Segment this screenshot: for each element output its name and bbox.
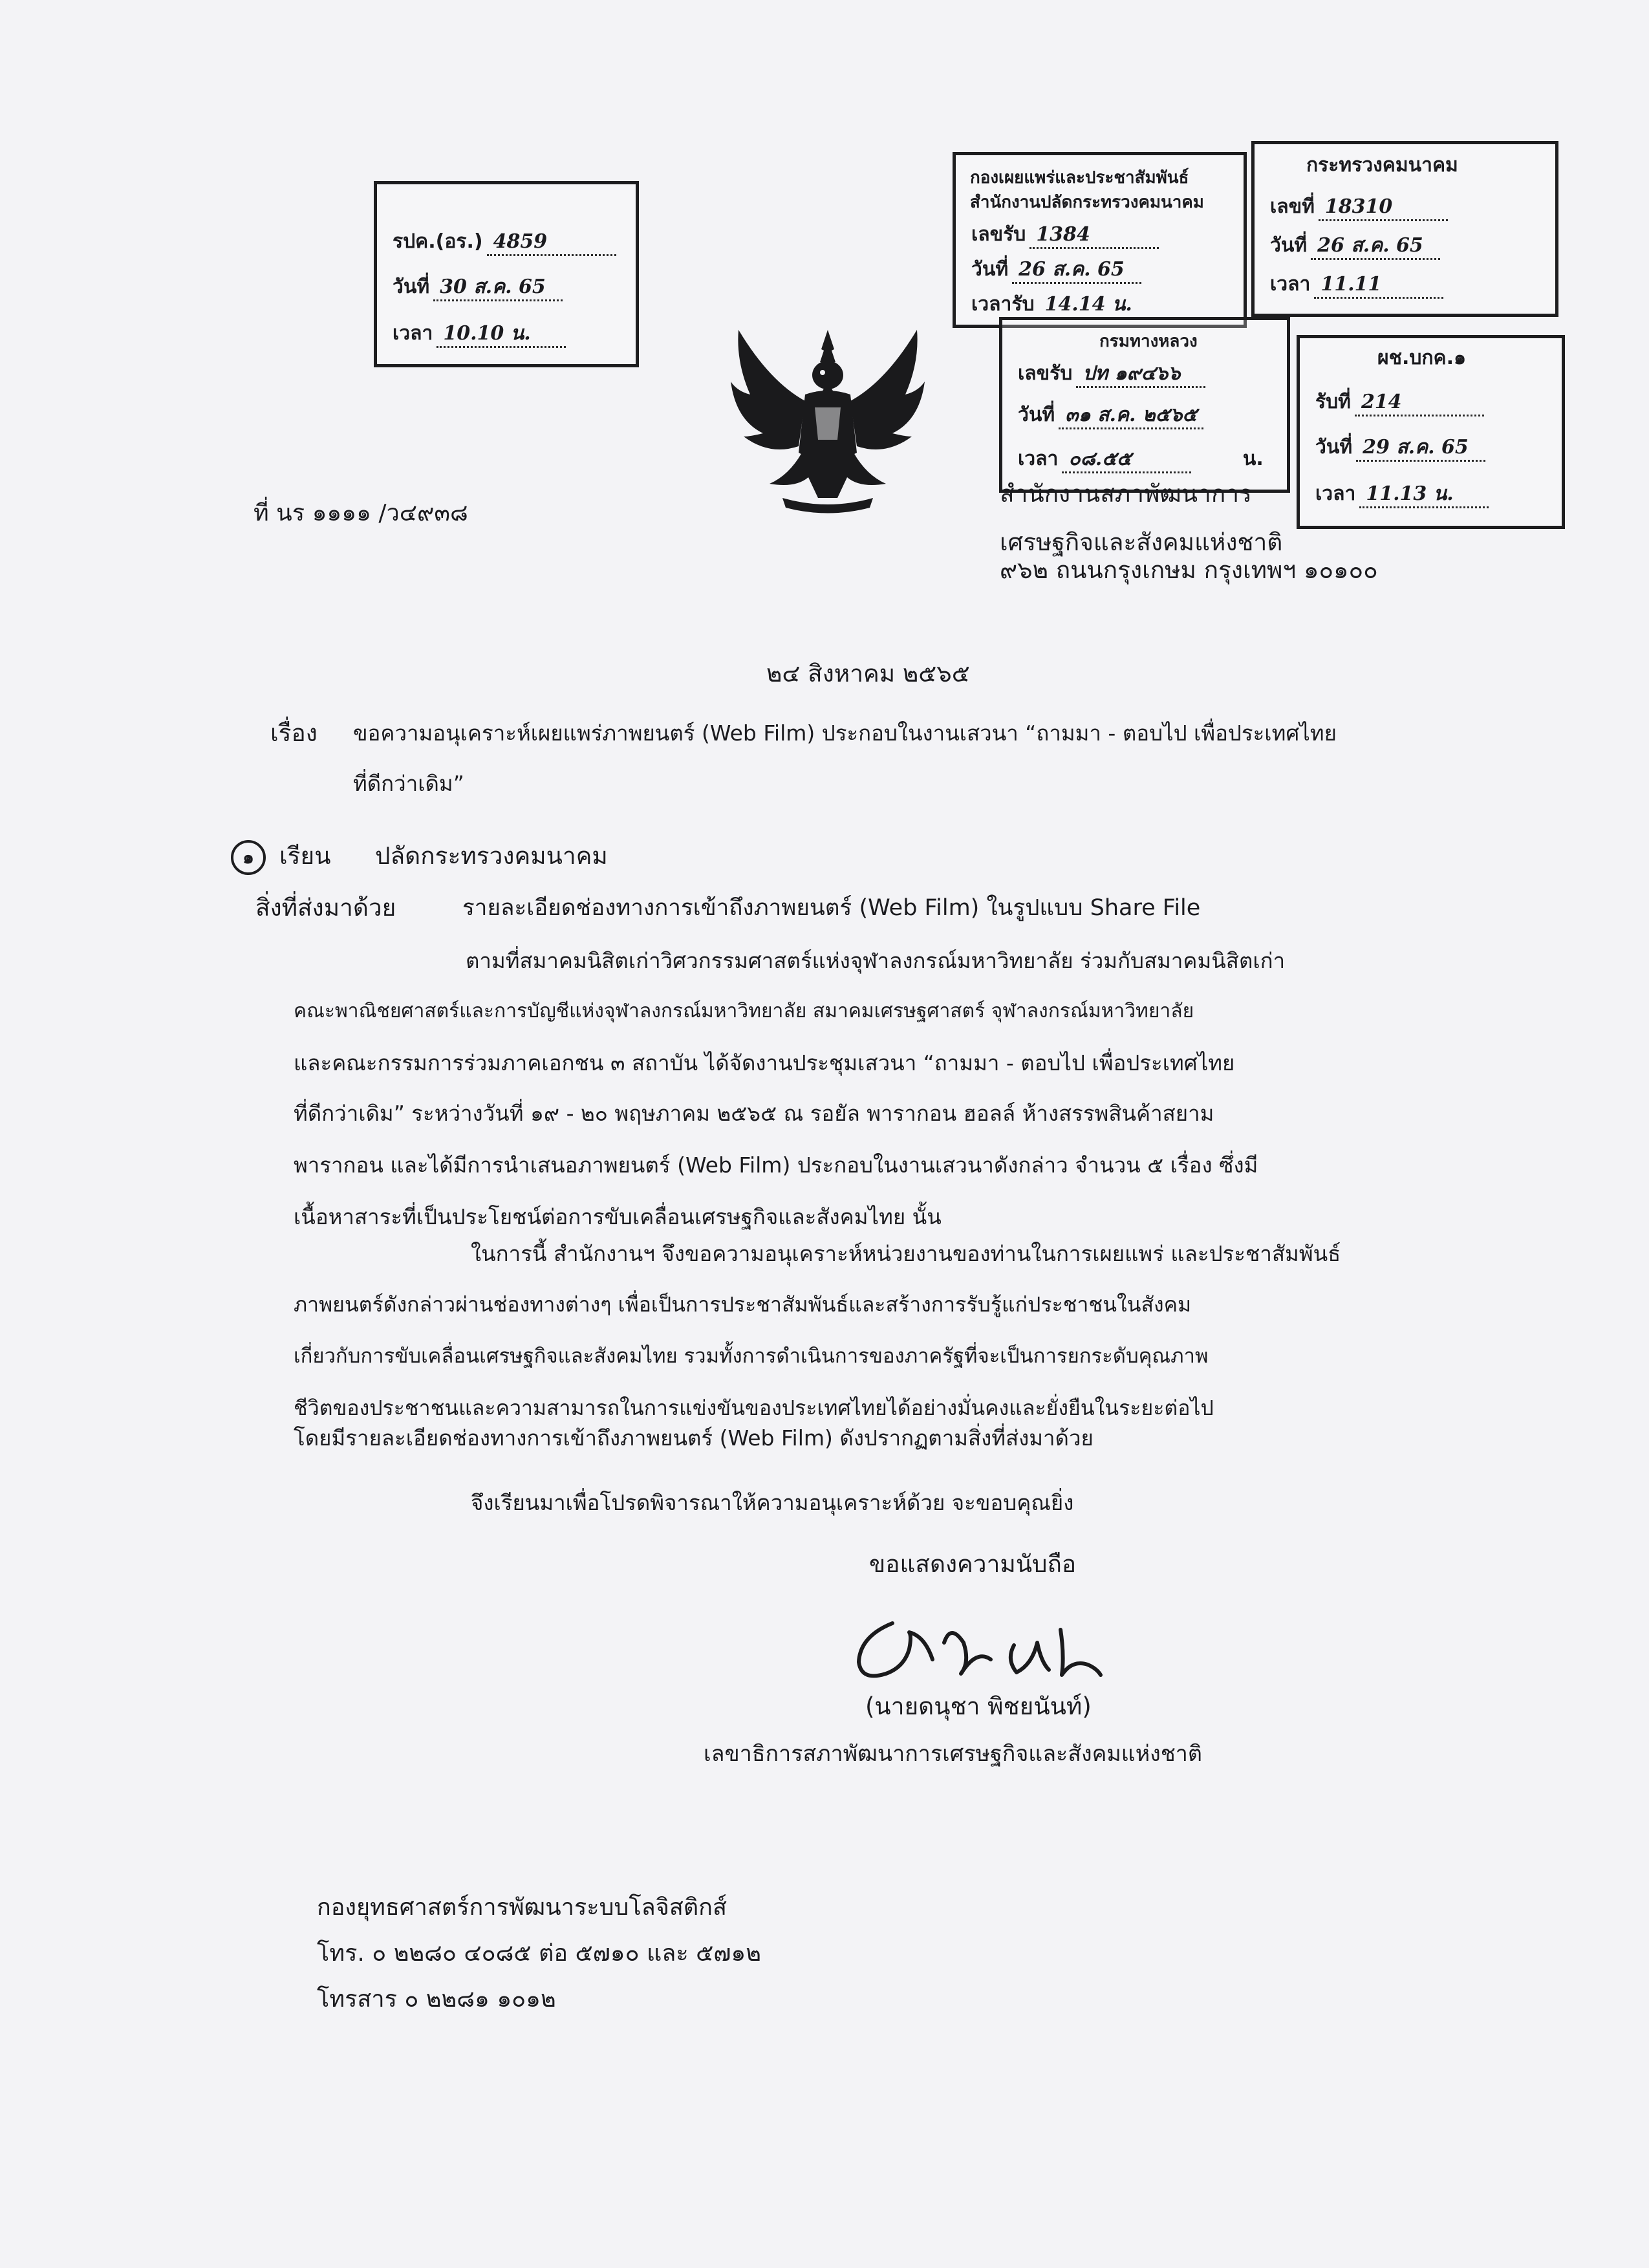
stamp-date-value: 26 ส.ค. 65 (1012, 257, 1141, 284)
garuda-emblem-icon (724, 310, 931, 524)
stamp-date-label: วันที่ (1018, 404, 1055, 426)
stamp-recv-label: เลขรับ (971, 223, 1026, 246)
division: กองยุทธศาสตร์การพัฒนาระบบโลจิสติกส์ (317, 1894, 727, 1921)
para1-line: ตามที่สมาคมนิสิตเก่าวิศวกรรมศาสตร์แห่งจุฬาลงกรณ์มหาวิทยาลัย ร่วมกับสมาคมนิสิตเก่า (466, 948, 1286, 973)
stamp-time-label: เวลา (1270, 273, 1311, 296)
stamp-no-value: 18310 (1319, 195, 1448, 221)
stamp-date-label: วันที่ (1315, 436, 1353, 459)
letter-date: ๒๔ สิงหาคม ๒๕๖๕ (766, 660, 970, 687)
stamp-title: กรมทางหลวง (1099, 332, 1198, 351)
stamp-date-value: 26 ส.ค. 65 (1311, 233, 1440, 260)
stamp-time-value: ๐๘.๕๕ (1062, 447, 1191, 473)
stamp-ref-value: 4859 (487, 230, 616, 256)
stamp-recv-value: ปท ๑๙๔๖๖ (1076, 362, 1205, 388)
stamp-time-value: 11.13 น. (1359, 482, 1489, 508)
stamp-time-value: 14.14 น. (1039, 292, 1168, 319)
stamp-date-label: วันที่ (971, 258, 1009, 281)
para2-line: ภาพยนตร์ดังกล่าวผ่านช่องทางต่างๆ เพื่อเป็นการประชาสัมพันธ์และสร้างการรับรู้แก่ประชาชนในสังคม (294, 1292, 1192, 1317)
stamp-title: กระทรวงคมนาคม (1306, 154, 1458, 177)
sender-line3: ๙๖๒ ถนนกรุงเกษม กรุงเทพฯ ๑๐๑๐๐ (1000, 556, 1378, 584)
handwritten-circled-mark: ๑ (231, 840, 266, 875)
para2-line: ในการนี้ สำนักงานฯ จึงขอความอนุเคราะห์หน่วยงานของท่านในการเผยแพร่ และประชาสัมพันธ์ (471, 1241, 1341, 1266)
para2-line: เกี่ยวกับการขับเคลื่อนเศรษฐกิจและสังคมไทย รวมทั้งการดำเนินการของภาครัฐที่จะเป็นการยกระดับคุณภาพ (294, 1345, 1209, 1368)
stamp-time-value: 11.11 (1314, 272, 1443, 299)
stamp-date-value: ๓๑ ส.ค. ๒๕๖๕ (1059, 403, 1203, 429)
closing-request: จึงเรียนมาเพื่อโปรดพิจารณาให้ความอนุเคราะห์ด้วย จะขอบคุณยิ่ง (471, 1490, 1074, 1515)
enclosure-label: สิ่งที่ส่งมาด้วย (255, 894, 396, 922)
receipt-stamp-left (374, 181, 639, 367)
signer-name: (นายดนุชา พิชยนันท์) (865, 1692, 1092, 1720)
signature-icon (847, 1597, 1125, 1694)
stamp-title: ผช.บกค.๑ (1377, 347, 1467, 369)
stamp-time-suffix: น. (1242, 448, 1264, 470)
stamp-line1: กองเผยแพร่และประชาสัมพันธ์ (970, 168, 1189, 188)
fax: โทรสาร ๐ ๒๒๘๑ ๑๐๑๒ (317, 1986, 556, 2013)
stamp-time-label: เวลา (1018, 448, 1059, 470)
stamp-recv-label: รับที่ (1315, 391, 1351, 413)
stamp-no-label: เลขที่ (1270, 195, 1315, 218)
stamp-recv-value: 1384 (1029, 222, 1159, 249)
stamp-date-label: วันที่ (1270, 234, 1308, 257)
stamp-line2: สำนักงานปลัดกระทรวงคมนาคม (970, 193, 1204, 212)
stamp-date-value: 29 ส.ค. 65 (1356, 435, 1485, 462)
closing: ขอแสดงความนับถือ (869, 1550, 1077, 1578)
para1-line: คณะพาณิชยศาสตร์และการบัญชีแห่งจุฬาลงกรณ์มหาวิทยาลัย สมาคมเศรษฐศาสตร์ จุฬาลงกรณ์มหาวิทยาลัย (294, 1000, 1194, 1022)
stamp-time-value: 10.10 น. (436, 321, 566, 348)
receipt-stamp-top-middle (953, 152, 1247, 328)
stamp-recv-label: เลขรับ (1018, 362, 1073, 385)
para1-line: ที่ดีกว่าเดิม” ระหว่างวันที่ ๑๙ - ๒๐ พฤษภาคม ๒๕๖๕ ณ รอยัล พารากอน ฮอลล์ ห้างสรรพสินค้าสยาม (294, 1101, 1214, 1126)
para2-line: โดยมีรายละเอียดช่องทางการเข้าถึงภาพยนตร์ (Web Film) ดังปรากฏตามสิ่งที่ส่งมาด้วย (294, 1425, 1094, 1451)
stamp-ref-label: รปค.(อร.) (393, 230, 483, 253)
reference-number: ที่ นร ๑๑๑๑ /ว๔๙๓๘ (253, 500, 468, 526)
subject-label: เรื่อง (270, 719, 318, 747)
para1-line: พารากอน และได้มีการนำเสนอภาพยนตร์ (Web Film) ประกอบในงานเสวนาดังกล่าว จำนวน ๕ เรื่อง ซึ่งมี (294, 1152, 1258, 1178)
stamp-time-label: เวลา (393, 322, 433, 345)
signer-title: เลขาธิการสภาพัฒนาการเศรษฐกิจและสังคมแห่งชาติ (704, 1741, 1202, 1767)
enclosure-value: รายละเอียดช่องทางการเข้าถึงภาพยนตร์ (Web Film) ในรูปแบบ Share File (462, 895, 1201, 921)
para2-line: ชีวิตของประชาชนและความสามารถในการแข่งขันของประเทศไทยได้อย่างมั่นคงและยั่งยืนในระยะต่อไป (294, 1396, 1214, 1420)
stamp-date-value: 30 ส.ค. 65 (433, 275, 563, 301)
to-value: ปลัดกระทรวงคมนาคม (375, 842, 608, 870)
phone: โทร. ๐ ๒๒๘๐ ๔๐๘๕ ต่อ ๕๗๑๐ และ ๕๗๑๒ (317, 1940, 762, 1967)
subject-line1: ขอความอนุเคราะห์เผยแพร่ภาพยนตร์ (Web Film) ประกอบในงานเสวนา “ถามมา - ตอบไป เพื่อประเทศไทย (353, 720, 1337, 746)
stamp-time-label: เวลารับ (971, 293, 1035, 316)
receipt-stamp-right (1297, 335, 1565, 529)
sender-line2: เศรษฐกิจและสังคมแห่งชาติ (1000, 528, 1283, 556)
stamp-date-label: วันที่ (393, 275, 430, 298)
stamp-time-label: เวลา (1315, 482, 1356, 505)
stamp-recv-value: 214 (1355, 390, 1484, 416)
para1-line: และคณะกรรมการร่วมภาคเอกชน ๓ สถาบัน ได้จัดงานประชุมเสวนา “ถามมา - ตอบไป เพื่อประเทศไทย (294, 1050, 1235, 1075)
sender-line1: สำนักงานสภาพัฒนาการ (1000, 480, 1252, 508)
receipt-stamp-top-right (1251, 141, 1558, 317)
para1-line: เนื้อหาสาระที่เป็นประโยชน์ต่อการขับเคลื่อนเศรษฐกิจและสังคมไทย นั้น (294, 1204, 942, 1229)
to-label: เรียน (279, 842, 331, 870)
receipt-stamp-center (999, 317, 1290, 493)
subject-line2: ที่ดีกว่าเดิม” (353, 771, 464, 796)
